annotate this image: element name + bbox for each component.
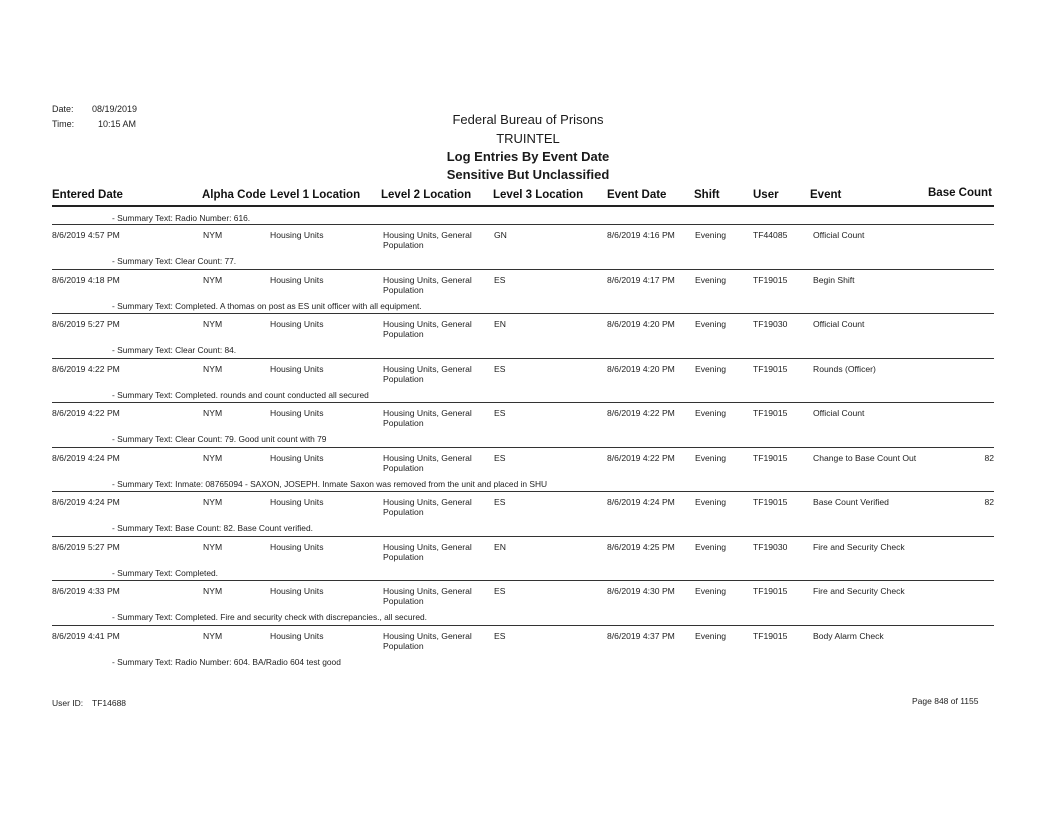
summary-text: - Summary Text: Clear Count: 77. — [112, 256, 237, 266]
level3-location-cell: ES — [494, 274, 506, 285]
row-divider — [52, 313, 994, 314]
row-divider — [52, 269, 994, 270]
level3-location-cell: ES — [494, 363, 506, 374]
shift-cell: Evening — [695, 497, 727, 507]
event-date-cell: 8/6/2019 4:17 PM — [607, 274, 675, 285]
event-date-cell: 8/6/2019 4:25 PM — [607, 541, 675, 552]
level2-location-cell: Housing Units, General Population — [383, 452, 472, 473]
event-date-cell: 8/6/2019 4:20 PM — [607, 319, 675, 329]
level2-location-cell: Housing Units, General Population — [383, 630, 472, 651]
level3-location-cell: EN — [494, 541, 506, 552]
alpha-code-cell: NYM — [203, 452, 223, 463]
summary-text: - Summary Text: Completed. Fire and security check with discrepancies., all secured. — [112, 612, 427, 622]
row-divider — [52, 402, 994, 403]
user-cell: TF19015 — [753, 363, 788, 374]
date-value: 08/19/2019 — [92, 104, 138, 114]
shift-cell: Evening — [695, 630, 727, 641]
entered-date-cell: 8/6/2019 5:27 PM — [52, 541, 120, 552]
row-divider — [52, 625, 994, 626]
user-cell: TF19030 — [753, 319, 788, 329]
level1-location-cell: Housing Units — [270, 230, 324, 240]
entered-date-cell: 8/6/2019 4:22 PM — [52, 408, 120, 418]
level1-location-cell: Housing Units — [270, 630, 324, 641]
summary-text: - Summary Text: Base Count: 82. Base Count verified. — [112, 523, 313, 533]
user-cell: TF19015 — [753, 408, 788, 418]
row-divider — [52, 447, 994, 448]
level2-location-cell: Housing Units, General Population — [383, 541, 472, 562]
col-user: User — [753, 189, 779, 201]
summary-text: - Summary Text: Inmate: 08765094 - SAXON, JOSEPH. Inmate Saxon was removed from the unit and placed in SHU — [112, 478, 548, 489]
summary-text: - Summary Text: Completed. A thomas on post as ES unit officer with all equipment. — [112, 300, 422, 311]
user-cell: TF19030 — [753, 541, 788, 552]
shift-cell: Evening — [695, 541, 727, 552]
footer-user-id: TF14688 — [92, 698, 127, 708]
base-count-cell: 82 — [984, 497, 994, 507]
level3-location-cell: GN — [494, 230, 507, 240]
level2-location-cell: Housing Units, General Population — [383, 230, 472, 250]
alpha-code-cell: NYM — [203, 319, 223, 329]
entered-date-cell: 8/6/2019 5:27 PM — [52, 319, 120, 329]
alpha-code-cell: NYM — [203, 497, 223, 507]
event-date-cell: 8/6/2019 4:20 PM — [607, 363, 675, 374]
col-event: Event — [810, 189, 842, 201]
alpha-code-cell: NYM — [203, 630, 223, 641]
level3-location-cell: ES — [494, 586, 506, 596]
level3-location-cell: ES — [494, 497, 506, 507]
col-event-date: Event Date — [607, 189, 667, 201]
event-cell: Body Alarm Check — [813, 630, 884, 641]
user-cell: TF19015 — [753, 586, 788, 596]
footer-user-id-label: User ID: — [52, 698, 84, 708]
shift-cell: Evening — [695, 319, 727, 329]
event-cell: Official Count — [813, 230, 865, 240]
alpha-code-cell: NYM — [203, 541, 223, 552]
col-base-count: Base Count — [928, 187, 992, 199]
shift-cell: Evening — [695, 408, 727, 418]
event-cell: Fire and Security Check — [813, 541, 905, 552]
event-date-cell: 8/6/2019 4:16 PM — [607, 230, 675, 240]
entered-date-cell: 8/6/2019 4:22 PM — [52, 363, 120, 374]
alpha-code-cell: NYM — [203, 408, 223, 418]
system-title: TRUINTEL — [496, 131, 560, 146]
report-title: Log Entries By Event Date — [446, 149, 610, 164]
header-divider — [52, 205, 994, 207]
time-value: 10:15 AM — [98, 119, 137, 129]
summary-text: - Summary Text: Clear Count: 79. Good unit count with 79 — [112, 434, 327, 444]
shift-cell: Evening — [695, 586, 727, 596]
time-label: Time: — [52, 119, 75, 129]
entered-date-cell: 8/6/2019 4:33 PM — [52, 586, 120, 596]
shift-cell: Evening — [695, 452, 727, 463]
event-cell: Fire and Security Check — [813, 586, 905, 596]
row-divider — [52, 580, 994, 581]
level2-location-cell: Housing Units, General Population — [383, 586, 472, 606]
col-shift: Shift — [694, 189, 720, 201]
level1-location-cell: Housing Units — [270, 586, 324, 596]
entered-date-cell: 8/6/2019 4:41 PM — [52, 630, 120, 641]
row-divider — [52, 358, 994, 359]
classification-banner: Sensitive But Unclassified — [446, 167, 610, 182]
level2-location-cell: Housing Units, General Population — [383, 274, 472, 295]
user-cell: TF19015 — [753, 630, 788, 641]
col-entered-date: Entered Date — [52, 189, 123, 201]
event-cell: Official Count — [813, 319, 865, 329]
event-cell: Base Count Verified — [813, 497, 889, 507]
event-cell: Change to Base Count Out — [813, 452, 917, 463]
level3-location-cell: ES — [494, 630, 506, 641]
level2-location-cell: Housing Units, General Population — [383, 408, 472, 428]
entered-date-cell: 8/6/2019 4:57 PM — [52, 230, 120, 240]
alpha-code-cell: NYM — [203, 230, 223, 240]
level1-location-cell: Housing Units — [270, 363, 324, 374]
alpha-code-cell: NYM — [203, 586, 223, 596]
level1-location-cell: Housing Units — [270, 452, 324, 463]
shift-cell: Evening — [695, 230, 727, 240]
summary-text: - Summary Text: Completed. — [112, 567, 218, 578]
level1-location-cell: Housing Units — [270, 408, 324, 418]
level1-location-cell: Housing Units — [270, 274, 324, 285]
row-divider — [52, 491, 994, 492]
footer-page-number: Page 848 of 1155 — [912, 696, 979, 706]
col-alpha-code: Alpha Code — [202, 189, 266, 201]
summary-text: - Summary Text: Completed. rounds and count conducted all secured — [112, 389, 369, 400]
user-cell: TF19015 — [753, 497, 788, 507]
event-cell: Rounds (Officer) — [813, 363, 876, 374]
level2-location-cell: Housing Units, General Population — [383, 363, 472, 384]
event-date-cell: 8/6/2019 4:37 PM — [607, 630, 675, 641]
col-level2-location: Level 2 Location — [381, 189, 472, 201]
alpha-code-cell: NYM — [203, 363, 223, 374]
col-level3-location: Level 3 Location — [493, 189, 584, 201]
level2-location-cell: Housing Units, General Population — [383, 497, 472, 517]
level3-location-cell: ES — [494, 408, 506, 418]
entered-date-cell: 8/6/2019 4:24 PM — [52, 497, 120, 507]
user-cell: TF19015 — [753, 452, 788, 463]
level1-location-cell: Housing Units — [270, 541, 324, 552]
agency-title: Federal Bureau of Prisons — [452, 112, 604, 127]
entered-date-cell: 8/6/2019 4:24 PM — [52, 452, 120, 463]
level3-location-cell: EN — [494, 319, 506, 329]
row-divider — [52, 224, 994, 225]
summary-text: - Summary Text: Radio Number: 604. BA/Radio 604 test good — [112, 656, 341, 667]
level1-location-cell: Housing Units — [270, 319, 324, 329]
alpha-code-cell: NYM — [203, 274, 223, 285]
event-date-cell: 8/6/2019 4:22 PM — [607, 452, 675, 463]
level2-location-cell: Housing Units, General Population — [383, 319, 472, 339]
event-date-cell: 8/6/2019 4:24 PM — [607, 497, 675, 507]
user-cell: TF44085 — [753, 230, 788, 240]
event-cell: Begin Shift — [813, 274, 855, 285]
col-level1-location: Level 1 Location — [270, 189, 361, 201]
shift-cell: Evening — [695, 274, 727, 285]
user-cell: TF19015 — [753, 274, 788, 285]
top-summary-text: - Summary Text: Radio Number: 616. — [112, 213, 251, 223]
base-count-cell: 82 — [984, 452, 994, 463]
row-divider — [52, 536, 994, 537]
level3-location-cell: ES — [494, 452, 506, 463]
event-date-cell: 8/6/2019 4:30 PM — [607, 586, 675, 596]
entered-date-cell: 8/6/2019 4:18 PM — [52, 274, 120, 285]
level1-location-cell: Housing Units — [270, 497, 324, 507]
summary-text: - Summary Text: Clear Count: 84. — [112, 345, 237, 355]
event-date-cell: 8/6/2019 4:22 PM — [607, 408, 675, 418]
event-cell: Official Count — [813, 408, 865, 418]
shift-cell: Evening — [695, 363, 727, 374]
date-label: Date: — [52, 104, 74, 114]
